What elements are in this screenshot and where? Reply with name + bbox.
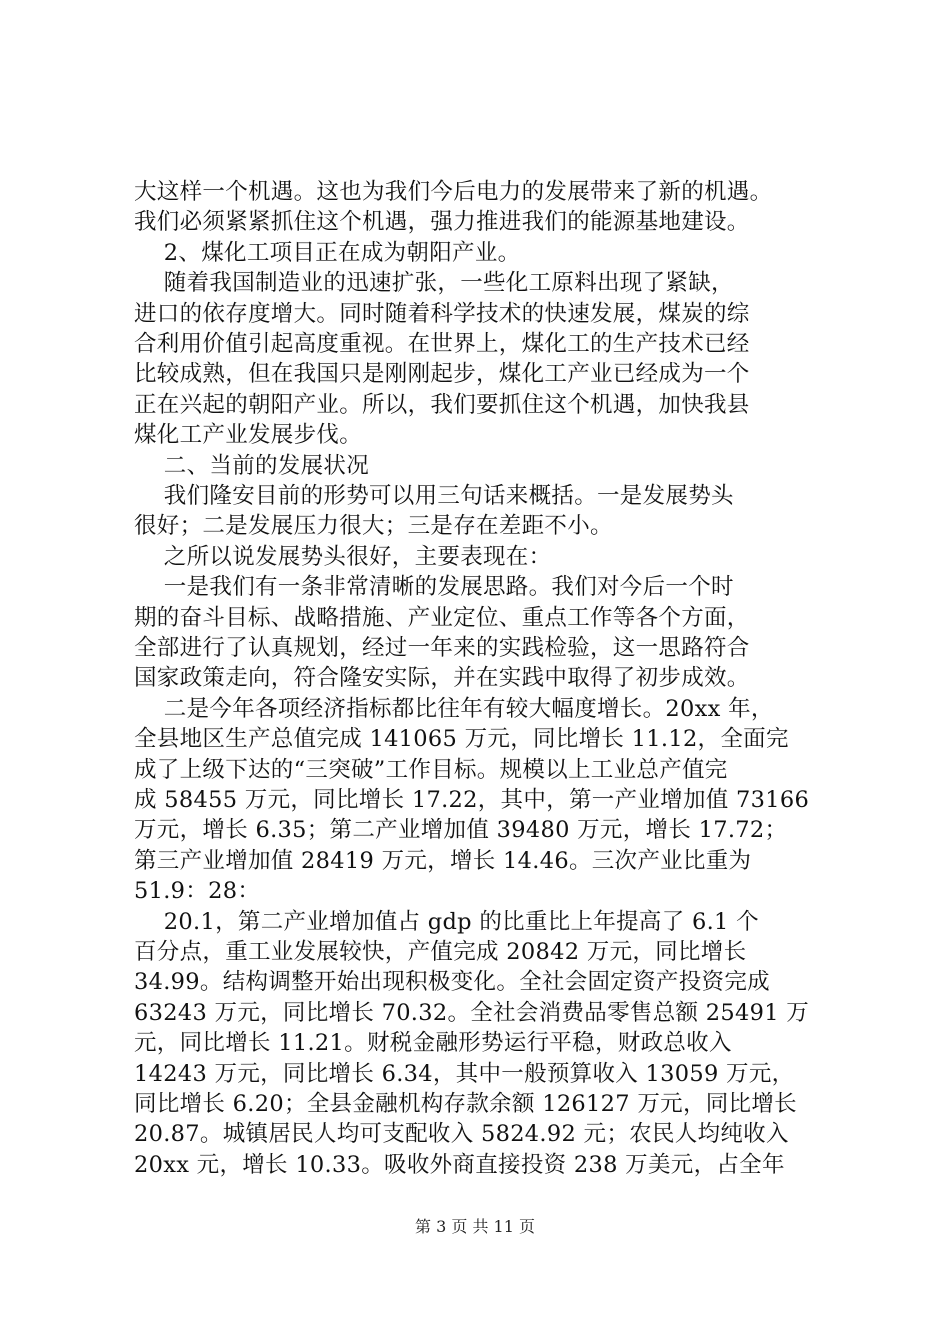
text-line: 成了上级下达的“三突破”工作目标。规模以上工业总产值完 bbox=[134, 756, 728, 783]
text-line: 煤化工产业发展步伐。 bbox=[134, 422, 363, 449]
text-line: 34.99。结构调整开始出现积极变化。全社会固定资产投资完成 bbox=[134, 969, 770, 996]
text-line: 合利用价值引起高度重视。在世界上，煤化工的生产技术已经 bbox=[134, 331, 750, 357]
text-line: 一是我们有一条非常清晰的发展思路。我们对今后一个时 bbox=[134, 574, 734, 601]
text-line: 正在兴起的朝阳产业。所以，我们要抓住这个机遇，加快我县 bbox=[134, 391, 750, 418]
text-line: 大这样一个机遇。这也为我们今后电力的发展带来了新的机遇。 bbox=[134, 179, 773, 205]
text-line: 进口的依存度增大。同时随着科学技术的快速发展，煤炭的综 bbox=[134, 300, 750, 327]
text-line: 14243 万元，同比增长 6.34，其中一般预算收入 13059 万元， bbox=[134, 1060, 795, 1087]
text-line: 很好；二是发展压力很大；三是存在差距不小。 bbox=[134, 513, 613, 540]
text-line: 成 58455 万元，同比增长 17.22，其中，第一产业增加值 73166 bbox=[134, 787, 810, 813]
text-line: 元，同比增长 11.21。财税金融形势运行平稳，财政总收入 bbox=[134, 1030, 732, 1057]
text-line: 国家政策走向，符合隆安实际，并在实践中取得了初步成效。 bbox=[134, 665, 750, 692]
text-line: 比较成熟，但在我国只是刚刚起步，煤化工产业已经成为一个 bbox=[134, 361, 750, 388]
text-line: 百分点，重工业发展较快，产值完成 20842 万元，同比增长 bbox=[134, 939, 747, 965]
text-line: 万元，增长 6.35；第二产业增加值 39480 万元，增长 17.72； bbox=[134, 817, 788, 844]
text-line: 2、煤化工项目正在成为朝阳产业。 bbox=[134, 239, 521, 266]
text-line: 全部进行了认真规划，经过一年来的实践检验，这一思路符合 bbox=[134, 635, 750, 661]
text-line: 20.87。城镇居民人均可支配收入 5824.92 元；农民人均纯收入 bbox=[134, 1121, 789, 1148]
text-line: 二是今年各项经济指标都比往年有较大幅度增长。20xx 年， bbox=[134, 695, 774, 722]
text-line: 我们隆安目前的形势可以用三句话来概括。一是发展势头 bbox=[134, 483, 734, 509]
text-line: 全县地区生产总值完成 141065 万元，同比增长 11.12，全面完 bbox=[134, 726, 789, 753]
page-footer: 第 3 页 共 11 页 bbox=[415, 1217, 535, 1236]
text-line: 20.1，第二产业增加值占 gdp 的比重比上年提高了 6.1 个 bbox=[134, 908, 759, 935]
text-line: 之所以说发展势头很好，主要表现在： bbox=[134, 543, 552, 570]
text-line: 51.9：28： bbox=[134, 878, 261, 905]
text-line: 随着我国制造业的迅速扩张，一些化工原料出现了紧缺， bbox=[134, 270, 734, 297]
text-line: 63243 万元，同比增长 70.32。全社会消费品零售总额 25491 万 bbox=[134, 999, 810, 1026]
text-line: 期的奋斗目标、战略措施、产业定位、重点工作等各个方面， bbox=[134, 604, 750, 631]
text-line: 我们必须紧紧抓住这个机遇，强力推进我们的能源基地建设。 bbox=[134, 209, 750, 236]
text-line: 二、当前的发展状况 bbox=[134, 452, 370, 479]
text-line: 第三产业增加值 28419 万元，增长 14.46。三次产业比重为 bbox=[134, 847, 752, 874]
text-line: 同比增长 6.20；全县金融机构存款余额 126127 万元，同比增长 bbox=[134, 1091, 797, 1117]
text-line: 20xx 元，增长 10.33。吸收外商直接投资 238 万美元，占全年 bbox=[134, 1151, 785, 1178]
